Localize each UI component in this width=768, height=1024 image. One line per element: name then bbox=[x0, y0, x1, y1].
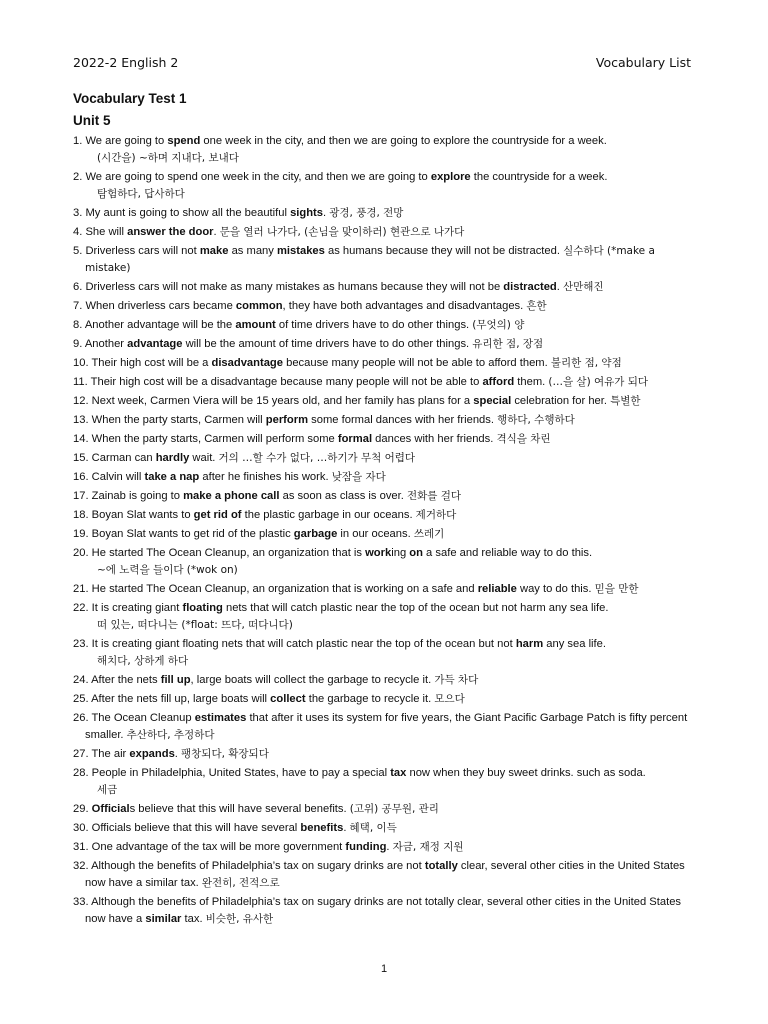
sentence-text: as soon as class is over. bbox=[279, 490, 404, 502]
korean-meaning: (…을 살) 여유가 되다 bbox=[548, 376, 649, 388]
sentence-text: celebration for her. bbox=[511, 395, 607, 407]
vocab-item bbox=[73, 317, 693, 334]
test-title: Vocabulary Test 1 bbox=[73, 91, 187, 106]
korean-meaning: 쓰레기 bbox=[413, 528, 445, 540]
vocab-item bbox=[73, 691, 693, 708]
sentence-text: One advantage of the tax will be more government bbox=[91, 841, 346, 853]
vocab-word: expands bbox=[129, 748, 175, 760]
sentence-text: After the nets fill up, large boats will bbox=[91, 693, 271, 705]
sentence-text: , they have both advantages and disadvantages. bbox=[282, 300, 524, 312]
item-number: 1. bbox=[73, 135, 83, 147]
vocab-item bbox=[73, 839, 693, 856]
item-number: 21. bbox=[73, 583, 89, 595]
item-number: 5. bbox=[73, 245, 83, 257]
sentence-text: . bbox=[386, 841, 390, 853]
korean-meaning: 불리한 점, 약점 bbox=[550, 357, 622, 369]
korean-meaning: 특별한 bbox=[610, 395, 641, 407]
item-number: 19. bbox=[73, 528, 89, 540]
sentence-text: Carman can bbox=[91, 452, 156, 464]
vocab-item bbox=[73, 507, 693, 524]
item-number: 28. bbox=[73, 767, 89, 779]
sentence-text: as humans because they will not be distracted. bbox=[324, 245, 560, 257]
sentence-text: Next week, Carmen Viera will be 15 years old, and her family has plans for a bbox=[91, 395, 474, 407]
sentence-text: We are going to bbox=[85, 135, 168, 147]
sentence-text: . bbox=[556, 281, 560, 293]
item-number: 20. bbox=[73, 547, 89, 559]
item-number: 18. bbox=[73, 509, 89, 521]
vocab-item bbox=[73, 581, 693, 598]
korean-meaning: 전화를 걸다 bbox=[406, 490, 462, 502]
item-number: 29. bbox=[73, 803, 89, 815]
sentence-text: My aunt is going to show all the beautiful bbox=[85, 207, 291, 219]
vocab-item bbox=[73, 858, 693, 892]
item-number: 26. bbox=[73, 712, 89, 724]
sentence-text: because many people will not be able to afford them. bbox=[283, 357, 548, 369]
vocab-item bbox=[73, 355, 693, 372]
vocab-item bbox=[73, 374, 693, 391]
korean-meaning: 가득 차다 bbox=[434, 674, 479, 686]
sentence-text: of time drivers have to do other things. bbox=[275, 319, 470, 331]
korean-meaning: 세금 bbox=[97, 784, 118, 796]
sentence-text: He started The Ocean Cleanup, an organization that is working on a safe and bbox=[91, 583, 478, 595]
vocab-word: make a phone call bbox=[183, 490, 280, 502]
korean-meaning: 비슷한, 유사한 bbox=[205, 913, 274, 925]
vocab-word: hardly bbox=[155, 452, 190, 464]
vocab-item bbox=[73, 224, 693, 241]
korean-meaning: (무엇의) 양 bbox=[472, 319, 525, 331]
sentence-text: Boyan Slat wants to bbox=[91, 509, 194, 521]
vocab-word: get rid of bbox=[193, 509, 242, 521]
vocab-word: garbage bbox=[293, 528, 338, 540]
korean-meaning: 자금, 재정 지원 bbox=[392, 841, 464, 853]
item-number: 24. bbox=[73, 674, 89, 686]
sentence-text: wait. bbox=[189, 452, 216, 464]
vocab-item bbox=[73, 746, 693, 763]
item-number: 8. bbox=[73, 319, 83, 331]
vocab-word: mistakes bbox=[276, 245, 325, 257]
vocab-item bbox=[73, 488, 693, 505]
sentence-text: Boyan Slat wants to get rid of the plastic bbox=[91, 528, 294, 540]
vocab-item bbox=[73, 545, 693, 579]
vocab-word: tax bbox=[390, 767, 407, 779]
vocab-item bbox=[73, 243, 693, 277]
item-number: 22. bbox=[73, 602, 89, 614]
vocab-item bbox=[73, 431, 693, 448]
sentence-text: ing bbox=[391, 547, 410, 559]
korean-meaning: (고위) 공무원, 관리 bbox=[349, 803, 439, 815]
item-number: 31. bbox=[73, 841, 89, 853]
sentence-text: will be the amount of time drivers have to do other things. bbox=[182, 338, 470, 350]
vocab-word: sights bbox=[290, 207, 324, 219]
korean-meaning: 산만해진 bbox=[562, 281, 604, 293]
sentence-text: any sea life. bbox=[543, 638, 606, 650]
sentence-text: clear, several other cities in the United States now have a similar tax. bbox=[85, 860, 685, 889]
vocab-word: spend bbox=[167, 135, 201, 147]
sentence-text: Driverless cars will not make as many mistakes as humans because they will not be bbox=[85, 281, 504, 293]
vocab-item bbox=[73, 133, 693, 167]
vocab-word: amount bbox=[235, 319, 276, 331]
sentence-text: Zainab is going to bbox=[91, 490, 184, 502]
sentence-text: a safe and reliable way to do this. bbox=[422, 547, 593, 559]
item-number: 17. bbox=[73, 490, 89, 502]
korean-meaning: 팽창되다, 확장되다 bbox=[181, 748, 269, 760]
sentence-text: . bbox=[343, 822, 347, 834]
vocabulary-list bbox=[73, 133, 693, 930]
unit-heading: Unit 5 bbox=[73, 113, 111, 128]
sentence-text: as many bbox=[228, 245, 277, 257]
vocab-word: fill up bbox=[160, 674, 191, 686]
sentence-text: Another advantage will be the bbox=[84, 319, 236, 331]
header-course: 2022-2 English 2 bbox=[73, 55, 179, 70]
vocab-word: work bbox=[365, 547, 392, 559]
sentence-text: the plastic garbage in our oceans. bbox=[241, 509, 413, 521]
item-number: 11. bbox=[73, 376, 88, 388]
item-number: 4. bbox=[73, 226, 83, 238]
vocab-word: explore bbox=[430, 171, 471, 183]
sentence-text: the garbage to recycle it. bbox=[305, 693, 432, 705]
korean-meaning: 흔한 bbox=[526, 300, 547, 312]
vocab-word: funding bbox=[345, 841, 387, 853]
korean-meaning: 믿을 만한 bbox=[594, 583, 639, 595]
korean-meaning: 격식을 차린 bbox=[496, 433, 551, 445]
vocab-item bbox=[73, 393, 693, 410]
item-number: 32. bbox=[73, 860, 89, 872]
vocab-item bbox=[73, 636, 693, 670]
sentence-text: . bbox=[213, 226, 217, 238]
sentence-text: one week in the city, and then we are going to explore the countryside for a week. bbox=[200, 135, 607, 147]
item-number: 10. bbox=[73, 357, 89, 369]
vocab-item bbox=[73, 298, 693, 315]
vocab-item bbox=[73, 469, 693, 486]
sentence-text: We are going to spend one week in the city, and then we are going to bbox=[85, 171, 431, 183]
sentence-text: in our oceans. bbox=[337, 528, 411, 540]
sentence-text: Calvin will bbox=[91, 471, 145, 483]
korean-meaning: 낮잠을 자다 bbox=[331, 471, 386, 483]
sentence-text: Their high cost will be a disadvantage because many people will not be able to bbox=[90, 376, 483, 388]
sentence-text: . bbox=[323, 207, 327, 219]
sentence-text: Officials believe that this will have several bbox=[91, 822, 301, 834]
sentence-text: When the party starts, Carmen will perform some bbox=[91, 433, 338, 445]
header-doc-type: Vocabulary List bbox=[595, 55, 691, 70]
korean-meaning: 완전히, 전적으로 bbox=[201, 877, 280, 889]
vocab-word: answer the door bbox=[127, 226, 214, 238]
sentence-text: The Ocean Cleanup bbox=[91, 712, 195, 724]
sentence-text: It is creating giant floating nets that will catch plastic near the top of the ocean but not bbox=[91, 638, 516, 650]
korean-meaning: 거의 …할 수가 없다, …하기가 무척 어렵다 bbox=[218, 452, 416, 464]
sentence-text: People in Philadelphia, United States, have to pay a special bbox=[91, 767, 391, 779]
vocab-item bbox=[73, 672, 693, 689]
sentence-text: Although the benefits of Philadelphia’s tax on sugary drinks are not bbox=[91, 860, 425, 872]
item-number: 7. bbox=[73, 300, 83, 312]
sentence-text: When the party starts, Carmen will bbox=[91, 414, 266, 426]
sentence-text: that after it uses its system for five years, the Giant Pacific Garbage Patch is fifty percent smaller. bbox=[85, 712, 688, 741]
vocab-item bbox=[73, 205, 693, 222]
korean-meaning: 유리한 점, 장점 bbox=[472, 338, 544, 350]
vocab-word: collect bbox=[270, 693, 306, 705]
item-number: 33. bbox=[73, 896, 89, 908]
vocab-word: formal bbox=[337, 433, 373, 445]
sentence-text: s believe that this will have several benefits. bbox=[129, 803, 347, 815]
vocab-word: harm bbox=[515, 638, 544, 650]
sentence-text: after he finishes his work. bbox=[199, 471, 329, 483]
vocab-word: floating bbox=[182, 602, 223, 614]
sentence-text: He started The Ocean Cleanup, an organization that is bbox=[91, 547, 366, 559]
item-number: 23. bbox=[73, 638, 89, 650]
vocab-word: make bbox=[199, 245, 229, 257]
sentence-text: nets that will catch plastic near the top of the ocean but not harm any sea life. bbox=[222, 602, 609, 614]
vocab-item bbox=[73, 894, 693, 928]
item-number: 9. bbox=[73, 338, 83, 350]
sentence-text: them. bbox=[514, 376, 546, 388]
sentence-text: Driverless cars will not bbox=[85, 245, 200, 257]
item-number: 15. bbox=[73, 452, 89, 464]
sentence-text: , large boats will collect the garbage to recycle it. bbox=[190, 674, 432, 686]
sentence-text: After the nets bbox=[91, 674, 161, 686]
korean-meaning: 추산하다, 추정하다 bbox=[126, 729, 215, 741]
korean-meaning: 제거하다 bbox=[415, 509, 457, 521]
sentence-text: Although the benefits of Philadelphia’s tax on sugary drinks are not totally clear, several other cities in the United States now have a bbox=[85, 896, 682, 925]
korean-meaning: 행하다, 수행하다 bbox=[497, 414, 575, 426]
korean-meaning: 광경, 풍경, 전망 bbox=[329, 207, 404, 219]
vocab-item bbox=[73, 412, 693, 429]
vocab-word: perform bbox=[265, 414, 309, 426]
vocab-word: estimates bbox=[194, 712, 247, 724]
korean-meaning: 해치다, 상하게 하다 bbox=[97, 655, 189, 667]
item-number: 25. bbox=[73, 693, 89, 705]
vocab-item bbox=[73, 279, 693, 296]
item-number: 2. bbox=[73, 171, 83, 183]
sentence-text: It is creating giant bbox=[91, 602, 183, 614]
vocab-word: take a nap bbox=[144, 471, 200, 483]
vocab-word: similar bbox=[145, 913, 182, 925]
vocab-word: distracted bbox=[503, 281, 557, 293]
korean-meaning: (시간을) ~하며 지내다, 보내다 bbox=[97, 152, 239, 164]
vocab-word: totally bbox=[424, 860, 458, 872]
vocab-item bbox=[73, 169, 693, 203]
vocab-word: on bbox=[409, 547, 423, 559]
vocab-word: disadvantage bbox=[211, 357, 283, 369]
sentence-text: tax. bbox=[181, 913, 203, 925]
sentence-text: way to do this. bbox=[516, 583, 592, 595]
item-number: 3. bbox=[73, 207, 83, 219]
vocab-item bbox=[73, 600, 693, 634]
item-number: 16. bbox=[73, 471, 89, 483]
korean-meaning: 떠 있는, 떠다니는 (*float: 뜨다, 떠다니다) bbox=[97, 619, 293, 631]
vocab-word: Official bbox=[91, 803, 130, 815]
vocab-word: special bbox=[473, 395, 512, 407]
korean-meaning: 모으다 bbox=[434, 693, 465, 705]
sentence-text: She will bbox=[85, 226, 128, 238]
item-number: 30. bbox=[73, 822, 89, 834]
item-number: 14. bbox=[73, 433, 89, 445]
korean-meaning: 혜택, 이득 bbox=[349, 822, 397, 834]
vocab-word: advantage bbox=[127, 338, 183, 350]
item-number: 12. bbox=[73, 395, 89, 407]
vocab-word: benefits bbox=[300, 822, 344, 834]
sentence-text: The air bbox=[91, 748, 130, 760]
sentence-text: now when they buy sweet drinks. such as soda. bbox=[406, 767, 646, 779]
page-number: 1 bbox=[380, 963, 388, 975]
item-number: 6. bbox=[73, 281, 83, 293]
vocab-item bbox=[73, 820, 693, 837]
sentence-text: dances with her friends. bbox=[372, 433, 494, 445]
vocab-item bbox=[73, 526, 693, 543]
korean-meaning: 탐험하다, 답사하다 bbox=[97, 188, 185, 200]
vocab-word: afford bbox=[482, 376, 515, 388]
sentence-text: some formal dances with her friends. bbox=[308, 414, 494, 426]
korean-meaning: ~에 노력을 들이다 (*wok on) bbox=[97, 564, 238, 576]
korean-meaning: 문을 열러 나가다, (손님을 맞이하러) 현관으로 나가다 bbox=[219, 226, 465, 238]
vocab-word: common bbox=[235, 300, 283, 312]
vocab-item bbox=[73, 765, 693, 799]
korean-meaning: 실수하다 (*make a mistake) bbox=[85, 245, 655, 274]
sentence-text: . bbox=[174, 748, 178, 760]
item-number: 27. bbox=[73, 748, 89, 760]
sentence-text: When driverless cars became bbox=[85, 300, 236, 312]
vocab-word: reliable bbox=[477, 583, 517, 595]
vocab-item bbox=[73, 710, 693, 744]
vocab-item bbox=[73, 336, 693, 353]
sentence-text: Another bbox=[84, 338, 128, 350]
sentence-text: the countryside for a week. bbox=[470, 171, 608, 183]
item-number: 13. bbox=[73, 414, 89, 426]
vocab-item bbox=[73, 801, 693, 818]
vocab-item bbox=[73, 450, 693, 467]
sentence-text: Their high cost will be a bbox=[91, 357, 212, 369]
